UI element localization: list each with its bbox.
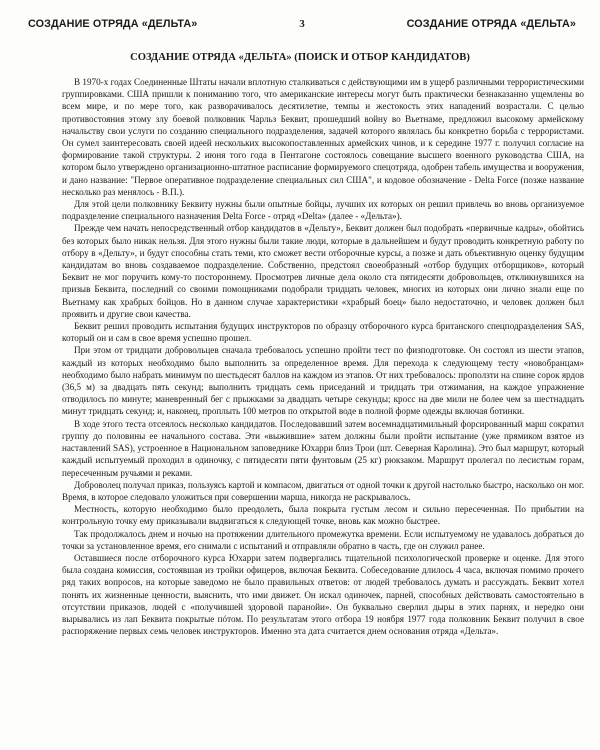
paragraph: Так продолжалось днем и ночью на протяжении длительного промежутка времени. Если испытуемому не удавалось добраться до точки за установленное время, его снимали с испытаний и отправляли обратно в часть, где он служил ранее. [62,528,584,551]
paragraph: При этом от тридцати добровольцев сначала требовалось успешно пройти тест по физподготовке. Он состоял из шести этапов, каждый из которых необходимо было выполнить за определенное время. Для перехода к следующему тесту «новобранцам» необходимо было набрать минимум по шестьдесят баллов на каждом из этапов. От них требовалось: проползти на спине сорок ярдов (36,5 м) за двадцать пять секунд; выполнить тридцать семь приседаний и тридцать три отжимания, на каждое упражнение отводилось по минуте; маневренный бег с прыжками за двадцать четыре секунды; кросс на две мили не более чем за шестнадцать минут тридцать секунд; и, наконец, проплыть 100 метров по открытой воде в полной форме одежды включая ботинки. [62,345,584,417]
paragraph: Оставшиеся после отборочного курса Юхарри затем подвергались тщательной психологической проверке и оценке. Для этого была создана комиссия, состоявшая из тройки офицеров, включая Беквита. Собеседование длилось 4 часа, включая помимо прочего ряд таких вопросов, на которые заведомо не было правильных ответов: от людей требовалось думать и рассуждать. Беквит хотел понять их жизненные ценности, выяснить, что ими движет. Он искал одиночек, парней, способных действовать самостоятельно в отсутствии приказов, людей с «получившей здоровой паранойи». Он буквально сверлил дыры в этих парнях, и нередко они вырывались из лап Беквита покрытые пóтом. По результатам этого отбора 19 ноября 1977 года полковник Беквит получил в свое распоряжение первых семь человек инструкторов. Именно эта дата считается днем основания отряда «Дельта». [62,552,584,637]
header-left-title: СОЗДАНИЕ ОТРЯДА «ДЕЛЬТА» [28,18,198,30]
body-text [62,76,584,637]
paragraph: В 1970-х годах Соединенные Штаты начали вплотную сталкиваться с действующими им в ущерб различными террористическими группировками. США пришли к пониманию того, что американские интересы могут быть практически безнаказанно ущемлены во всем мире, и по мере того, как разворачивалось десятилетие, темпы и жестокость этих нападений возрастали. С целью противостояния этому злу боевой полковник Чарльз Беквит, прошедший войну во Вьетнаме, предложил высокому армейскому начальству свои услуги по созданию специального подразделения, задачей которого являлась бы конкретно борьба с террористами. Он сумел заинтересовать своей идеей нескольких высокопоставленных армейских чинов, и к середине 1977 г. получил согласие на формирование такой структуры. 2 июня того года в Пентагоне состоялось совещание высшего военного руководства США, на котором было утверждено организационно-штатное расписание формируемого спецотряда, одобрен табель имущества и вооружения, и дано название: "Первое оперативное подразделение специальных сил США", и кодовое обозначение - Delta Force (позже название несколько раз менялось - В.П.). [62,77,584,197]
paragraph: Доброволец получал приказ, пользуясь картой и компасом, двигаться от одной точки к другой настолько быстро, насколько он мог. Время, в которое следовало уложиться при совершении марша, никогда не раскрывалось. [62,479,584,502]
chapter-title: СОЗДАНИЕ ОТРЯДА «ДЕЛЬТА» (ПОИСК И ОТБОР КАНДИДАТОВ) [130,52,470,63]
paragraph: Беквит решил проводить испытания будущих инструкторов по образцу отборочного курса британского спецподразделения SAS, который он и сам в свое время успешно прошел. [62,321,584,344]
page-number: 3 [299,18,305,30]
paragraph: Местность, которую необходимо было преодолеть, была покрыта густым лесом и сильно пересеченная. По прибытии на контрольную точку ему приказывали выдвигаться к следующей точке, вновь как можно быстрее. [62,504,584,527]
paragraph: В ходе этого теста отсеялось несколько кандидатов. Последовавший затем восемнадцатимильный форсированный марш сократил группу до половины ее начального состава. Эти «выжившие» затем должны были пройти испытание (уже прямиком взятое из наставлений SAS), устроенное в Национальном заповеднике Юхарри близ Трои (шт. Северная Каролина). Это был маршрут, который каждый испытуемый проходил в одиночку, с пятидесяти пяти фунтовым (25 кг) рюкзаком. Маршрут пролегал по лесистым горам, пересеченным ручьями и реками. [62,418,584,478]
paragraph: Для этой цели полковнику Беквиту нужны были опытные бойцы, лучших их которых он решил привлечь во вновь организуемое подразделение специального назначения Delta Force - отряд «Delta» (далее - «Дельта»). [62,199,584,222]
paragraph: Прежде чем начать непосредственный отбор кандидатов в «Дельту», Беквит должен был подобрать «первичные кадры», обойтись без которых было никак нельзя. Для этого нужны были такие люди, которые в дальнейшем и будут проводить конкретную работу по отбору в «Дельту», и будут способны стать теми, кто сможет вести отборочные курсы, а позже и дать объективную оценку будущим кандидатам во вновь создаваемое подразделение. Собственно, предстоял своеобразный «отбор будущих отборщиков», который Беквит не мог поручить кому-то постороннему. Просмотрев личные дела около ста пятидесяти добровольцев, откликнувшихся на призыв Беквита, последний со своими помощниками подобрали тридцать человек, многих из которых они лично знали еще по Вьетнаму как храбрых бойцов. Но в данном случае характеристики «храбрый боец» было недостаточно, и человек должен был проявить и другие свои качества. [62,223,584,319]
header-right-title: СОЗДАНИЕ ОТРЯДА «ДЕЛЬТА» [406,18,576,30]
running-header [28,16,576,32]
